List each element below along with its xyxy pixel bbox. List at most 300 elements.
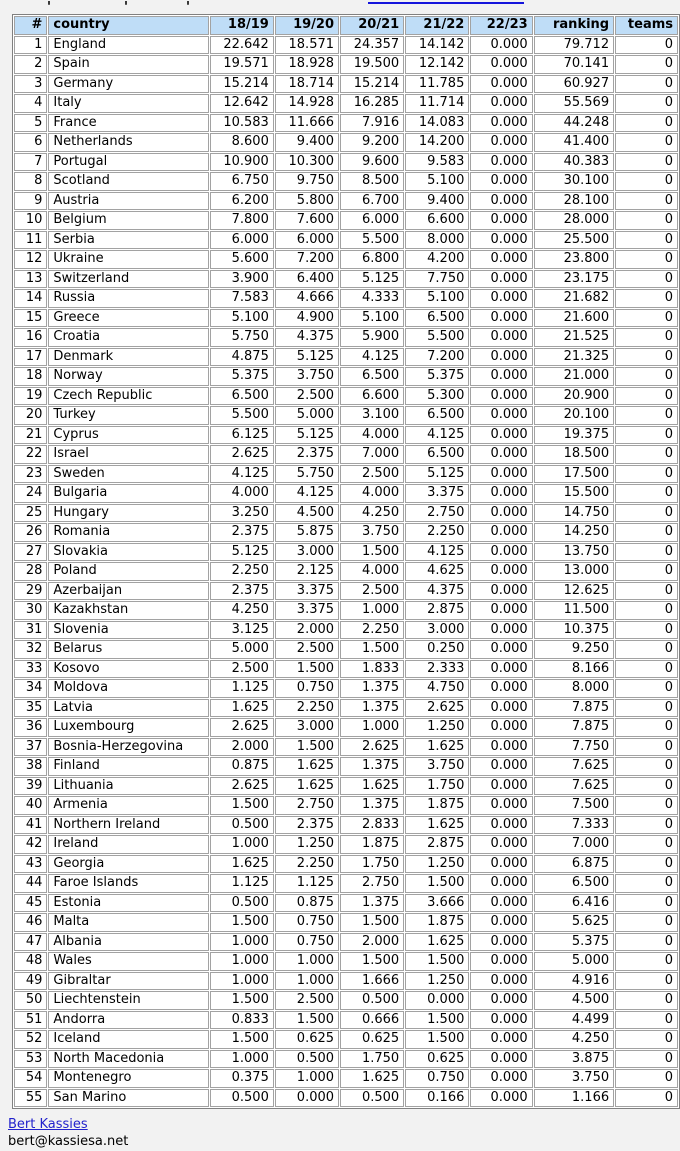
cell-s2223: 0.000 [470, 679, 532, 698]
cell-s2021: 4.125 [340, 348, 404, 367]
cell-s2223: 0.000 [470, 913, 532, 932]
cell-ranking: 17.500 [534, 465, 614, 484]
cell-s2223: 0.000 [470, 367, 532, 386]
cell-country: Liechtenstein [48, 991, 208, 1010]
cell-rank: 42 [14, 835, 47, 854]
cell-teams: 0 [615, 270, 678, 289]
cell-s2021: 4.333 [340, 289, 404, 308]
cell-s1920: 2.000 [275, 621, 339, 640]
cell-s1819: 6.200 [210, 192, 274, 211]
cell-s2223: 0.000 [470, 952, 532, 971]
cell-teams: 0 [615, 913, 678, 932]
cell-s1920: 7.600 [275, 211, 339, 230]
cell-s2021: 8.500 [340, 172, 404, 191]
cell-ranking: 6.416 [534, 894, 614, 913]
cell-s2021: 7.000 [340, 445, 404, 464]
cell-s1920: 0.750 [275, 679, 339, 698]
table-row [14, 991, 678, 1010]
cell-s1819: 2.500 [210, 660, 274, 679]
cell-ranking: 9.250 [534, 640, 614, 659]
cell-country: Croatia [48, 328, 208, 347]
cell-rank: 37 [14, 738, 47, 757]
cell-country: Northern Ireland [48, 816, 208, 835]
cell-s2223: 0.000 [470, 738, 532, 757]
cell-s2122: 2.750 [405, 504, 469, 523]
cell-teams: 0 [615, 972, 678, 991]
cell-s1819: 0.500 [210, 894, 274, 913]
cell-s1819: 1.000 [210, 1050, 274, 1069]
cell-rank: 2 [14, 55, 47, 74]
cell-teams: 0 [615, 621, 678, 640]
cell-teams: 0 [615, 75, 678, 94]
cell-s1819: 5.125 [210, 543, 274, 562]
cell-teams: 0 [615, 855, 678, 874]
cell-ranking: 55.569 [534, 94, 614, 113]
cell-ranking: 15.500 [534, 484, 614, 503]
table-row [14, 562, 678, 581]
cell-s1819: 12.642 [210, 94, 274, 113]
table-row [14, 250, 678, 269]
cell-s2122: 12.142 [405, 55, 469, 74]
cell-ranking: 30.100 [534, 172, 614, 191]
cell-s1920: 0.500 [275, 1050, 339, 1069]
table-row [14, 679, 678, 698]
cell-ranking: 5.625 [534, 913, 614, 932]
cell-teams: 0 [615, 796, 678, 815]
cell-s1819: 0.875 [210, 757, 274, 776]
cell-s1920: 5.125 [275, 348, 339, 367]
cell-s2021: 6.500 [340, 367, 404, 386]
clipped-glyph-remnant [187, 1, 189, 5]
table-row [14, 621, 678, 640]
cell-s1920: 4.500 [275, 504, 339, 523]
cell-s2223: 0.000 [470, 55, 532, 74]
cell-teams: 0 [615, 640, 678, 659]
cell-ranking: 11.500 [534, 601, 614, 620]
cell-s2122: 3.375 [405, 484, 469, 503]
cell-s1819: 0.500 [210, 816, 274, 835]
table-row [14, 660, 678, 679]
cell-s1920: 2.375 [275, 816, 339, 835]
cell-s1819: 6.125 [210, 426, 274, 445]
cell-s2122: 9.583 [405, 153, 469, 172]
cell-rank: 17 [14, 348, 47, 367]
cell-teams: 0 [615, 1030, 678, 1049]
cell-teams: 0 [615, 757, 678, 776]
cell-s2122: 5.100 [405, 172, 469, 191]
cell-rank: 41 [14, 816, 47, 835]
cell-rank: 27 [14, 543, 47, 562]
cell-s2021: 4.250 [340, 504, 404, 523]
cell-ranking: 4.500 [534, 991, 614, 1010]
cell-s2021: 2.833 [340, 816, 404, 835]
cell-s2223: 0.000 [470, 153, 532, 172]
cell-s1920: 0.625 [275, 1030, 339, 1049]
cell-s2223: 0.000 [470, 894, 532, 913]
cell-s2122: 14.200 [405, 133, 469, 152]
cell-ranking: 5.375 [534, 933, 614, 952]
cell-country: Armenia [48, 796, 208, 815]
cell-country: Norway [48, 367, 208, 386]
cell-s2021: 6.800 [340, 250, 404, 269]
cell-rank: 34 [14, 679, 47, 698]
cell-s2223: 0.000 [470, 192, 532, 211]
table-row [14, 835, 678, 854]
cell-s1920: 1.000 [275, 1069, 339, 1088]
cell-s2021: 1.625 [340, 1069, 404, 1088]
cell-country: Denmark [48, 348, 208, 367]
cell-ranking: 21.000 [534, 367, 614, 386]
cell-country: France [48, 114, 208, 133]
cell-s2122: 2.875 [405, 835, 469, 854]
cell-s1819: 5.500 [210, 406, 274, 425]
cell-s2122: 4.200 [405, 250, 469, 269]
cell-s1920: 5.000 [275, 406, 339, 425]
cell-s2122: 2.875 [405, 601, 469, 620]
cell-ranking: 23.800 [534, 250, 614, 269]
cell-s2122: 0.750 [405, 1069, 469, 1088]
cell-s1819: 1.000 [210, 952, 274, 971]
cell-s2021: 1.500 [340, 543, 404, 562]
cell-s1920: 11.666 [275, 114, 339, 133]
cell-ranking: 4.916 [534, 972, 614, 991]
cell-s1819: 3.900 [210, 270, 274, 289]
cell-rank: 43 [14, 855, 47, 874]
table-row [14, 699, 678, 718]
cell-teams: 0 [615, 406, 678, 425]
cell-rank: 31 [14, 621, 47, 640]
cell-ranking: 7.875 [534, 718, 614, 737]
cell-s1920: 14.928 [275, 94, 339, 113]
cell-country: Portugal [48, 153, 208, 172]
cell-country: Serbia [48, 231, 208, 250]
cell-s1920: 7.200 [275, 250, 339, 269]
cell-ranking: 28.100 [534, 192, 614, 211]
cell-ranking: 13.000 [534, 562, 614, 581]
cell-country: Belarus [48, 640, 208, 659]
table-row [14, 172, 678, 191]
cell-s2122: 1.500 [405, 874, 469, 893]
cell-country: Spain [48, 55, 208, 74]
cell-s1920: 0.750 [275, 913, 339, 932]
table-row [14, 114, 678, 133]
cell-teams: 0 [615, 484, 678, 503]
cell-s2223: 0.000 [470, 1011, 532, 1030]
cell-s2223: 0.000 [470, 1050, 532, 1069]
cell-ranking: 1.166 [534, 1089, 614, 1108]
cell-ranking: 21.600 [534, 309, 614, 328]
table-row [14, 231, 678, 250]
cell-s2223: 0.000 [470, 387, 532, 406]
cell-country: Latvia [48, 699, 208, 718]
cell-s2021: 1.750 [340, 855, 404, 874]
cell-s1920: 2.250 [275, 855, 339, 874]
cell-s2223: 0.000 [470, 796, 532, 815]
cell-s2223: 0.000 [470, 250, 532, 269]
cell-s2122: 3.750 [405, 757, 469, 776]
cell-teams: 0 [615, 94, 678, 113]
cell-s2122: 2.625 [405, 699, 469, 718]
cell-s2223: 0.000 [470, 972, 532, 991]
cell-s2122: 1.250 [405, 855, 469, 874]
cell-country: Switzerland [48, 270, 208, 289]
cell-country: Scotland [48, 172, 208, 191]
cell-ranking: 8.166 [534, 660, 614, 679]
cell-s1819: 1.500 [210, 913, 274, 932]
cell-s2122: 5.375 [405, 367, 469, 386]
cell-rank: 16 [14, 328, 47, 347]
table-row [14, 777, 678, 796]
cell-ranking: 10.375 [534, 621, 614, 640]
cell-rank: 21 [14, 426, 47, 445]
cell-ranking: 12.625 [534, 582, 614, 601]
cell-country: Romania [48, 523, 208, 542]
cell-teams: 0 [615, 36, 678, 55]
cell-teams: 0 [615, 777, 678, 796]
cell-s2021: 1.375 [340, 894, 404, 913]
cell-s1819: 4.125 [210, 465, 274, 484]
cell-s2122: 4.750 [405, 679, 469, 698]
clipped-glyph-remnant [48, 1, 50, 5]
cell-country: Kosovo [48, 660, 208, 679]
table-row [14, 153, 678, 172]
cell-teams: 0 [615, 601, 678, 620]
cell-rank: 38 [14, 757, 47, 776]
table-row [14, 94, 678, 113]
cell-s2122: 0.166 [405, 1089, 469, 1108]
cell-teams: 0 [615, 211, 678, 230]
cell-rank: 4 [14, 94, 47, 113]
cell-s2021: 1.375 [340, 757, 404, 776]
cell-teams: 0 [615, 426, 678, 445]
cell-country: Israel [48, 445, 208, 464]
cell-s2223: 0.000 [470, 1069, 532, 1088]
cell-s1920: 2.125 [275, 562, 339, 581]
cell-country: Greece [48, 309, 208, 328]
cell-s1920: 1.500 [275, 738, 339, 757]
cell-ranking: 7.875 [534, 699, 614, 718]
cell-s1819: 15.214 [210, 75, 274, 94]
column-header-s2223: 22/23 [470, 16, 532, 35]
cell-s2122: 6.500 [405, 309, 469, 328]
table-row [14, 601, 678, 620]
cell-teams: 0 [615, 192, 678, 211]
cell-s2223: 0.000 [470, 289, 532, 308]
cell-s1819: 5.000 [210, 640, 274, 659]
cell-teams: 0 [615, 328, 678, 347]
cell-s2021: 3.750 [340, 523, 404, 542]
cell-s1920: 6.400 [275, 270, 339, 289]
cell-s1920: 2.750 [275, 796, 339, 815]
table-row [14, 465, 678, 484]
cell-s1920: 0.750 [275, 933, 339, 952]
cell-s2021: 9.600 [340, 153, 404, 172]
cell-teams: 0 [615, 465, 678, 484]
cell-country: Andorra [48, 1011, 208, 1030]
cell-s2223: 0.000 [470, 270, 532, 289]
cell-s2021: 1.625 [340, 777, 404, 796]
cell-country: Italy [48, 94, 208, 113]
cell-s2021: 1.500 [340, 952, 404, 971]
cell-country: Hungary [48, 504, 208, 523]
cell-rank: 49 [14, 972, 47, 991]
header-row [14, 16, 678, 35]
cell-teams: 0 [615, 114, 678, 133]
cell-teams: 0 [615, 523, 678, 542]
author-link[interactable]: Bert Kassies [8, 1117, 88, 1132]
cell-rank: 24 [14, 484, 47, 503]
cell-s1920: 2.500 [275, 640, 339, 659]
column-header-teams: teams [615, 16, 678, 35]
cell-s2122: 6.500 [405, 445, 469, 464]
cell-country: Poland [48, 562, 208, 581]
cell-ranking: 19.375 [534, 426, 614, 445]
cell-s2021: 1.375 [340, 699, 404, 718]
table-row [14, 543, 678, 562]
cell-s2021: 2.625 [340, 738, 404, 757]
cell-s2021: 6.600 [340, 387, 404, 406]
email-text: bert@kassiesa.net [8, 1134, 129, 1149]
cell-s1819: 6.750 [210, 172, 274, 191]
cell-country: Ireland [48, 835, 208, 854]
cell-country: Moldova [48, 679, 208, 698]
cell-s1819: 5.750 [210, 328, 274, 347]
cell-ranking: 44.248 [534, 114, 614, 133]
cell-s2122: 1.500 [405, 1030, 469, 1049]
cell-s1819: 1.000 [210, 972, 274, 991]
cell-rank: 10 [14, 211, 47, 230]
cell-country: Albania [48, 933, 208, 952]
cell-country: Bosnia-Herzegovina [48, 738, 208, 757]
cell-s1819: 5.600 [210, 250, 274, 269]
cell-teams: 0 [615, 952, 678, 971]
cell-s2021: 1.500 [340, 640, 404, 659]
cell-s2021: 5.500 [340, 231, 404, 250]
cell-country: Azerbaijan [48, 582, 208, 601]
cell-s2122: 1.250 [405, 972, 469, 991]
column-header-country: country [48, 16, 208, 35]
cell-teams: 0 [615, 231, 678, 250]
cell-ranking: 25.500 [534, 231, 614, 250]
cell-s2223: 0.000 [470, 94, 532, 113]
cell-s1819: 5.375 [210, 367, 274, 386]
cell-s2122: 8.000 [405, 231, 469, 250]
cell-ranking: 7.500 [534, 796, 614, 815]
cell-s2021: 9.200 [340, 133, 404, 152]
cell-s2223: 0.000 [470, 231, 532, 250]
cell-s2122: 4.125 [405, 426, 469, 445]
cell-ranking: 70.141 [534, 55, 614, 74]
cell-ranking: 20.900 [534, 387, 614, 406]
clipped-glyph-remnant [125, 1, 127, 5]
cell-s2021: 7.916 [340, 114, 404, 133]
cell-s2122: 3.000 [405, 621, 469, 640]
cell-s2122: 1.625 [405, 816, 469, 835]
clipped-link-underline[interactable] [368, 2, 524, 4]
cell-s2021: 2.250 [340, 621, 404, 640]
cell-country: Netherlands [48, 133, 208, 152]
cell-s2021: 0.625 [340, 1030, 404, 1049]
cell-s1819: 1.000 [210, 933, 274, 952]
cell-s1819: 7.800 [210, 211, 274, 230]
cell-s1920: 2.375 [275, 445, 339, 464]
cell-teams: 0 [615, 172, 678, 191]
table-row [14, 504, 678, 523]
cell-s2122: 2.333 [405, 660, 469, 679]
cell-country: Turkey [48, 406, 208, 425]
cell-teams: 0 [615, 738, 678, 757]
cell-rank: 22 [14, 445, 47, 464]
cell-s1819: 1.125 [210, 679, 274, 698]
cell-rank: 40 [14, 796, 47, 815]
cell-country: Luxembourg [48, 718, 208, 737]
cell-s2122: 7.750 [405, 270, 469, 289]
cell-ranking: 7.333 [534, 816, 614, 835]
cell-s2021: 6.000 [340, 211, 404, 230]
cell-s1920: 0.000 [275, 1089, 339, 1108]
cell-s2021: 4.000 [340, 484, 404, 503]
cell-s1920: 1.625 [275, 757, 339, 776]
cell-s1819: 2.625 [210, 718, 274, 737]
cell-s2223: 0.000 [470, 445, 532, 464]
cell-s2223: 0.000 [470, 426, 532, 445]
table-row [14, 894, 678, 913]
cell-s1819: 0.833 [210, 1011, 274, 1030]
table-row [14, 718, 678, 737]
table-row [14, 855, 678, 874]
cell-teams: 0 [615, 933, 678, 952]
cell-s2122: 5.500 [405, 328, 469, 347]
cell-rank: 7 [14, 153, 47, 172]
cell-rank: 20 [14, 406, 47, 425]
cell-ranking: 40.383 [534, 153, 614, 172]
cell-s2223: 0.000 [470, 621, 532, 640]
cell-ranking: 21.682 [534, 289, 614, 308]
cell-s1819: 6.500 [210, 387, 274, 406]
cell-teams: 0 [615, 504, 678, 523]
table-row [14, 972, 678, 991]
cell-teams: 0 [615, 699, 678, 718]
cell-ranking: 7.000 [534, 835, 614, 854]
cell-country: San Marino [48, 1089, 208, 1108]
cell-country: Iceland [48, 1030, 208, 1049]
cell-rank: 28 [14, 562, 47, 581]
cell-s2122: 14.083 [405, 114, 469, 133]
cell-rank: 47 [14, 933, 47, 952]
cell-s1920: 4.375 [275, 328, 339, 347]
cell-s2021: 24.357 [340, 36, 404, 55]
cell-s1819: 8.600 [210, 133, 274, 152]
cell-rank: 1 [14, 36, 47, 55]
cell-s2122: 3.666 [405, 894, 469, 913]
cell-s1920: 10.300 [275, 153, 339, 172]
cell-s1819: 1.625 [210, 699, 274, 718]
cell-country: Belgium [48, 211, 208, 230]
column-header-ranking: ranking [534, 16, 614, 35]
cell-s2021: 0.666 [340, 1011, 404, 1030]
cell-s1819: 1.125 [210, 874, 274, 893]
table-row [14, 1011, 678, 1030]
cell-s2122: 5.300 [405, 387, 469, 406]
cell-s2122: 1.625 [405, 738, 469, 757]
cell-teams: 0 [615, 250, 678, 269]
cell-s1920: 1.500 [275, 1011, 339, 1030]
cell-s2223: 0.000 [470, 718, 532, 737]
clipped-text-line [0, 0, 680, 9]
cell-s1920: 5.875 [275, 523, 339, 542]
cell-rank: 36 [14, 718, 47, 737]
cell-s2122: 11.714 [405, 94, 469, 113]
